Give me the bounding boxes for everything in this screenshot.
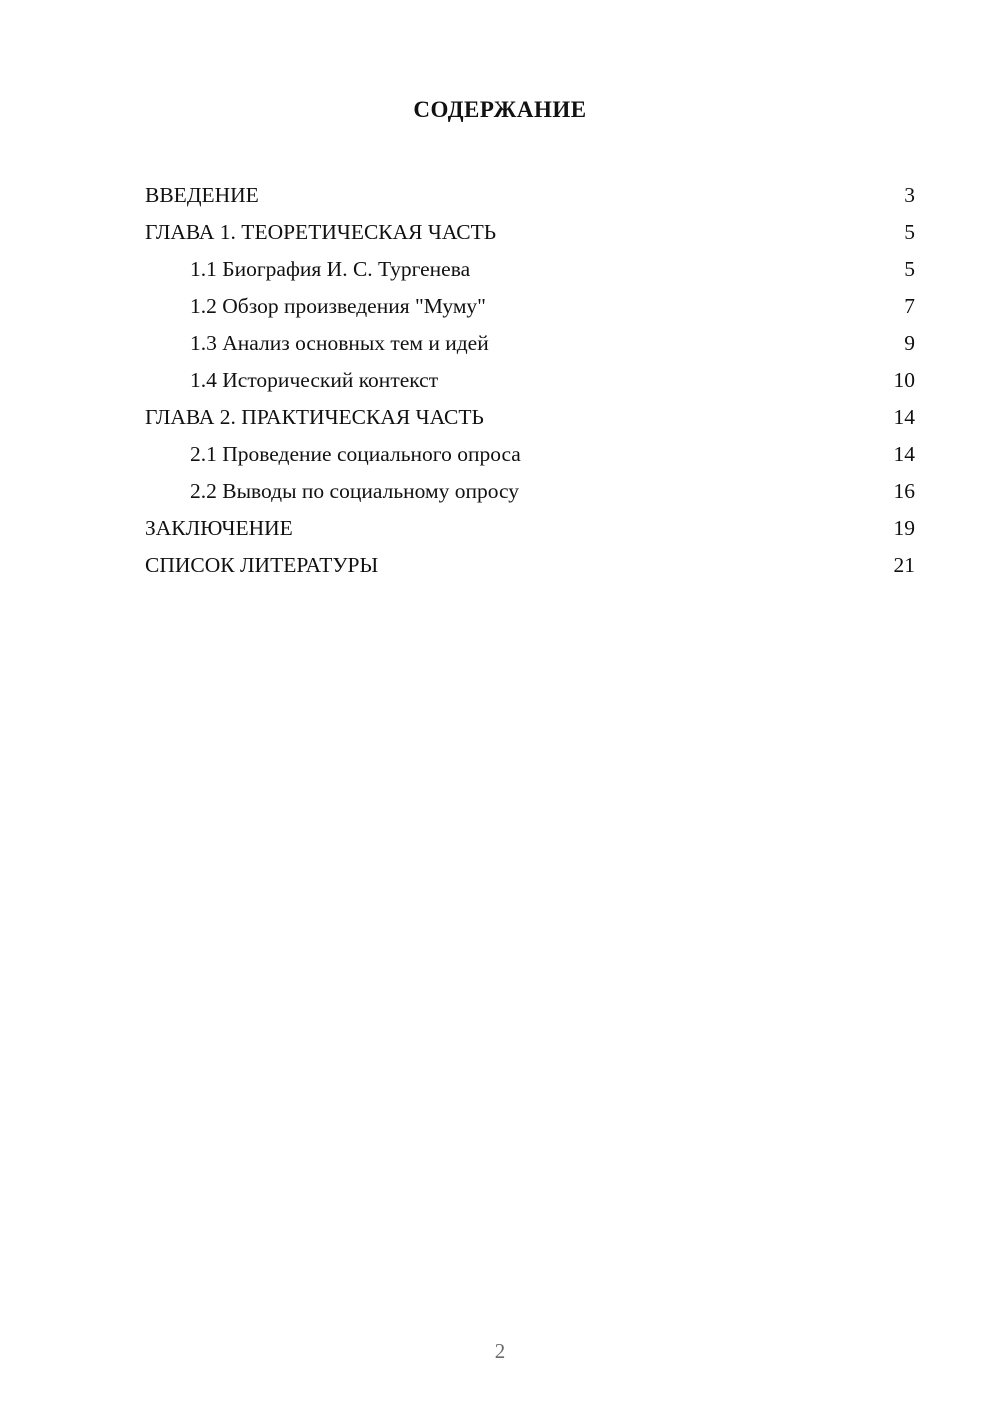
toc-entry-bibliography: [145, 547, 915, 584]
toc-entry-page-number: 14: [893, 442, 915, 466]
toc-entry-page-number: 19: [893, 516, 915, 540]
toc-entry-label: ГЛАВА 2. ПРАКТИЧЕСКАЯ ЧАСТЬ: [145, 405, 484, 429]
table-of-contents: [145, 177, 915, 584]
toc-entry-label: 1.2 Обзор произведения "Муму": [190, 294, 486, 318]
toc-entry-page-number: 5: [904, 220, 915, 244]
toc-entry-page-number: 3: [904, 183, 915, 207]
toc-entry-1-2: [145, 288, 915, 325]
toc-entry-page-number: 21: [893, 553, 915, 577]
toc-entry-conclusion: [145, 510, 915, 547]
toc-entry-1-1: [145, 251, 915, 288]
toc-entry-label: 1.1 Биография И. С. Тургенева: [190, 257, 471, 281]
toc-entry-label: 1.4 Исторический контекст: [190, 368, 439, 392]
toc-entry-page-number: 5: [904, 257, 915, 281]
toc-entry-chapter-2: [145, 399, 915, 436]
footer-page-number: 2: [494, 1339, 506, 1363]
toc-entry-label: СПИСОК ЛИТЕРАТУРЫ: [145, 553, 379, 577]
toc-entry-label: 1.3 Анализ основных тем и идей: [190, 331, 489, 355]
page-title: СОДЕРЖАНИЕ: [413, 97, 587, 122]
toc-entry-page-number: 14: [893, 405, 915, 429]
toc-entry-2-1: [145, 436, 915, 473]
toc-entry-label: ЗАКЛЮЧЕНИЕ: [145, 516, 293, 540]
toc-entry-label: 2.1 Проведение социального опроса: [190, 442, 521, 466]
toc-entry-1-4: [145, 362, 915, 399]
toc-entry-introduction: [145, 177, 915, 214]
toc-entry-page-number: 9: [904, 331, 915, 355]
toc-entry-page-number: 7: [904, 294, 915, 318]
toc-entry-1-3: [145, 325, 915, 362]
toc-entry-page-number: 16: [893, 479, 915, 503]
toc-entry-label: 2.2 Выводы по социальному опросу: [190, 479, 520, 503]
toc-entry-label: ГЛАВА 1. ТЕОРЕТИЧЕСКАЯ ЧАСТЬ: [145, 220, 497, 244]
toc-entry-chapter-1: [145, 214, 915, 251]
toc-entry-2-2: [145, 473, 915, 510]
toc-entry-label: ВВЕДЕНИЕ: [145, 183, 259, 207]
toc-entry-page-number: 10: [893, 368, 915, 392]
